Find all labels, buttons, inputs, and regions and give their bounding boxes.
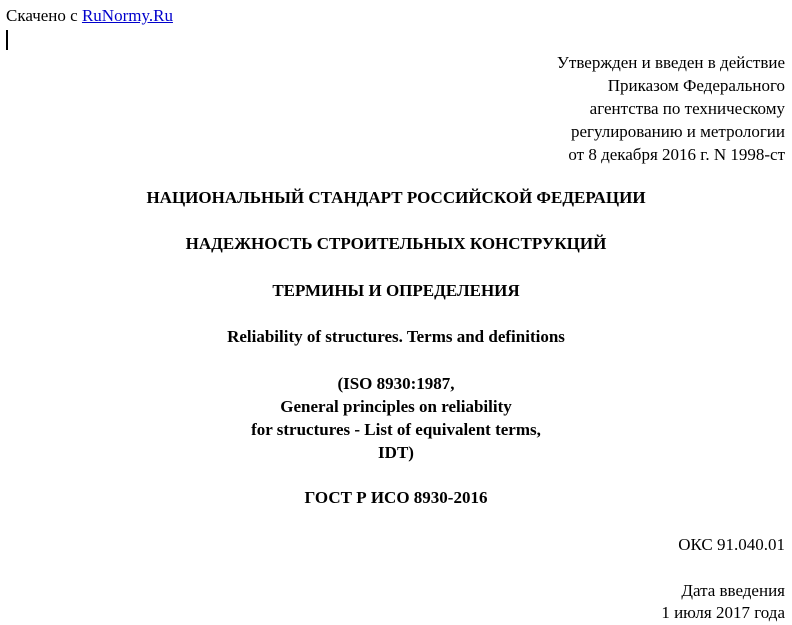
- text-cursor: [6, 30, 8, 50]
- approval-line: регулированию и метрологии: [570, 122, 785, 141]
- classification-code: ОКС 91.040.01: [678, 535, 785, 554]
- iso-reference-line: (ISO 8930:1987,: [337, 374, 455, 393]
- standard-subject-heading: НАДЕЖНОСТЬ СТРОИТЕЛЬНЫХ КОНСТРУКЦИЙ: [185, 234, 607, 253]
- iso-reference: [0, 372, 792, 464]
- approval-line: от 8 декабря 2016 г. N 1998-ст: [568, 145, 785, 164]
- source-prefix: Скачено с: [6, 6, 82, 25]
- english-title: Reliability of structures. Terms and definitions: [227, 327, 565, 346]
- national-standard-heading: НАЦИОНАЛЬНЫЙ СТАНДАРТ РОССИЙСКОЙ ФЕДЕРАЦИИ: [146, 188, 646, 207]
- iso-reference-line: General principles on reliability: [280, 397, 512, 416]
- approval-line: агентства по техническому: [589, 99, 785, 118]
- approval-block: [557, 51, 785, 166]
- approval-line: Утвержден и введен в действие: [556, 53, 785, 72]
- iso-reference-line: for structures - List of equivalent terms,: [251, 420, 541, 439]
- approval-line: Приказом Федерального: [607, 76, 785, 95]
- introduction-date: 1 июля 2017 года: [661, 603, 785, 622]
- source-link[interactable]: RuNormy.Ru: [81, 6, 173, 25]
- source-line: [6, 6, 173, 26]
- standard-designation: ГОСТ Р ИСО 8930-2016: [304, 488, 488, 507]
- introduction-label: Дата введения: [681, 581, 785, 600]
- iso-reference-line: IDT): [378, 443, 414, 462]
- introduction-date-block: [661, 580, 785, 624]
- standard-subtitle-heading: ТЕРМИНЫ И ОПРЕДЕЛЕНИЯ: [272, 281, 520, 300]
